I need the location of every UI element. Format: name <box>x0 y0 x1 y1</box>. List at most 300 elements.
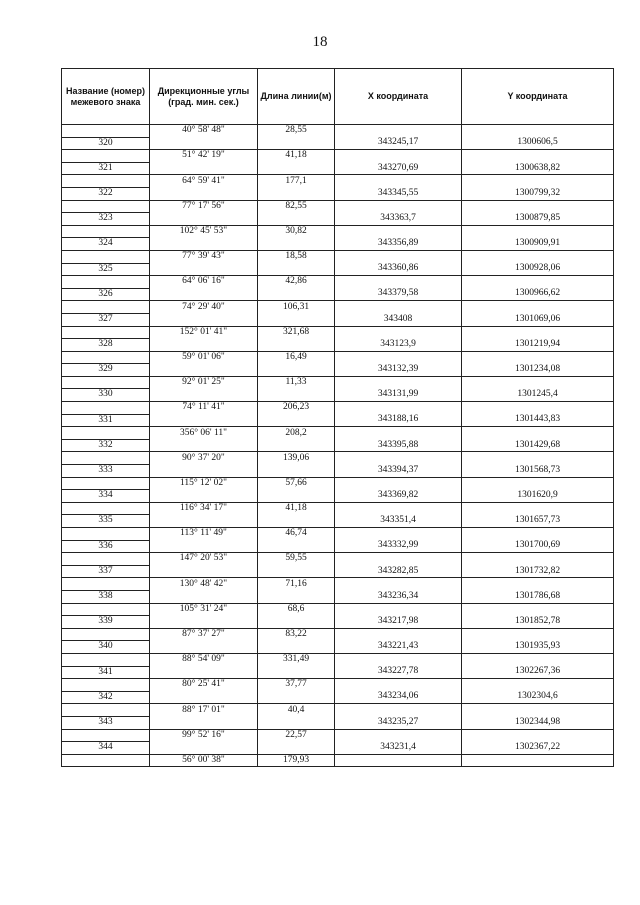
direction-angle-cell: 88° 17' 01" <box>150 704 258 717</box>
y-coordinate-cell: 1301732,82 <box>462 565 614 578</box>
y-coordinate-cell-empty <box>462 351 614 364</box>
direction-angle-cell: 56° 00' 38" <box>150 754 258 767</box>
x-coordinate-cell-empty <box>335 477 462 490</box>
angle-cell-empty <box>150 288 258 301</box>
length-cell-empty <box>258 590 335 603</box>
y-coordinate-cell-empty <box>462 729 614 742</box>
header-direction-angle: Дирекционные углы (град. мин. сек.) <box>150 69 258 125</box>
mark-name-cell-empty <box>62 225 150 238</box>
x-coordinate-cell-empty <box>335 628 462 641</box>
x-coordinate-cell: 343245,17 <box>335 137 462 150</box>
line-length-cell: 11,33 <box>258 376 335 389</box>
table-row-boundary-mark <box>62 716 614 729</box>
direction-angle-cell: 87° 37' 27" <box>150 628 258 641</box>
y-coordinate-cell: 1302344,98 <box>462 716 614 729</box>
table-row-line-segment <box>62 528 614 541</box>
length-cell-empty <box>258 742 335 755</box>
y-coordinate-cell: 1301657,73 <box>462 515 614 528</box>
mark-name-cell-empty <box>62 528 150 541</box>
mark-name-cell-empty <box>62 502 150 515</box>
x-coordinate-cell-empty <box>335 679 462 692</box>
y-coordinate-cell: 1300606,5 <box>462 137 614 150</box>
y-coordinate-cell: 1300638,82 <box>462 162 614 175</box>
y-coordinate-cell-empty <box>462 528 614 541</box>
angle-cell-empty <box>150 339 258 352</box>
direction-angle-cell: 116° 34' 17" <box>150 502 258 515</box>
boundary-marks-table <box>61 68 614 767</box>
y-coordinate-cell-empty <box>462 477 614 490</box>
mark-name-cell-empty <box>62 150 150 163</box>
mark-name-cell: 322 <box>62 187 150 200</box>
y-coordinate-cell-empty <box>462 502 614 515</box>
x-coordinate-cell: 343369,82 <box>335 490 462 503</box>
table-row-boundary-mark <box>62 313 614 326</box>
y-coordinate-cell: 1301443,83 <box>462 414 614 427</box>
length-cell-empty <box>258 313 335 326</box>
mark-name-cell: 342 <box>62 691 150 704</box>
table-row-boundary-mark <box>62 414 614 427</box>
y-coordinate-cell-empty <box>462 628 614 641</box>
mark-name-cell-empty <box>62 125 150 138</box>
angle-cell-empty <box>150 590 258 603</box>
line-length-cell: 41,18 <box>258 502 335 515</box>
header-x-coordinate: X координата <box>335 69 462 125</box>
direction-angle-cell: 74° 29' 40" <box>150 301 258 314</box>
y-coordinate-cell-empty <box>462 250 614 263</box>
table-row-boundary-mark <box>62 187 614 200</box>
table-row-line-segment <box>62 679 614 692</box>
table-row-boundary-mark <box>62 389 614 402</box>
line-length-cell: 59,55 <box>258 553 335 566</box>
line-length-cell: 68,6 <box>258 603 335 616</box>
y-coordinate-cell-empty <box>462 754 614 767</box>
direction-angle-cell: 92° 01' 25" <box>150 376 258 389</box>
mark-name-cell-empty <box>62 578 150 591</box>
direction-angle-cell: 40° 58' 48" <box>150 125 258 138</box>
y-coordinate-cell: 1301429,68 <box>462 439 614 452</box>
table-row-boundary-mark <box>62 439 614 452</box>
mark-name-cell-empty <box>62 276 150 289</box>
mark-name-cell: 335 <box>62 515 150 528</box>
table-row-boundary-mark <box>62 515 614 528</box>
line-length-cell: 83,22 <box>258 628 335 641</box>
angle-cell-empty <box>150 439 258 452</box>
mark-name-cell: 341 <box>62 666 150 679</box>
x-coordinate-cell-empty <box>335 729 462 742</box>
y-coordinate-cell: 1302367,22 <box>462 742 614 755</box>
table-row-line-segment <box>62 376 614 389</box>
y-coordinate-cell-empty <box>462 301 614 314</box>
table-row-boundary-mark <box>62 288 614 301</box>
header-line-length: Длина линии(м) <box>258 69 335 125</box>
mark-name-cell: 324 <box>62 238 150 251</box>
y-coordinate-cell-empty <box>462 125 614 138</box>
x-coordinate-cell: 343227,78 <box>335 666 462 679</box>
table-row-boundary-mark <box>62 238 614 251</box>
angle-cell-empty <box>150 716 258 729</box>
table-row-line-segment <box>62 603 614 616</box>
x-coordinate-cell: 343235,27 <box>335 716 462 729</box>
mark-name-cell-empty <box>62 326 150 339</box>
line-length-cell: 46,74 <box>258 528 335 541</box>
x-coordinate-cell-empty <box>335 603 462 616</box>
direction-angle-cell: 130° 48' 42" <box>150 578 258 591</box>
x-coordinate-cell: 343394,37 <box>335 465 462 478</box>
mark-name-cell-empty <box>62 477 150 490</box>
mark-name-cell-empty <box>62 603 150 616</box>
direction-angle-cell: 356° 06' 11" <box>150 427 258 440</box>
line-length-cell: 177,1 <box>258 175 335 188</box>
table-row-line-segment <box>62 276 614 289</box>
line-length-cell: 321,68 <box>258 326 335 339</box>
angle-cell-empty <box>150 691 258 704</box>
table-row-line-segment <box>62 175 614 188</box>
line-length-cell: 37,77 <box>258 679 335 692</box>
mark-name-cell: 334 <box>62 490 150 503</box>
mark-name-cell-empty <box>62 250 150 263</box>
header-y-coordinate: Y координата <box>462 69 614 125</box>
x-coordinate-cell-empty <box>335 225 462 238</box>
table-row-line-segment <box>62 553 614 566</box>
y-coordinate-cell-empty <box>462 150 614 163</box>
table-row-line-segment <box>62 200 614 213</box>
table-row-line-segment <box>62 351 614 364</box>
angle-cell-empty <box>150 414 258 427</box>
line-length-cell: 206,23 <box>258 402 335 415</box>
x-coordinate-cell: 343188,16 <box>335 414 462 427</box>
direction-angle-cell: 90° 37' 20" <box>150 452 258 465</box>
mark-name-cell-empty <box>62 679 150 692</box>
x-coordinate-cell-empty <box>335 502 462 515</box>
x-coordinate-cell-empty <box>335 452 462 465</box>
x-coordinate-cell: 343408 <box>335 313 462 326</box>
x-coordinate-cell-empty <box>335 653 462 666</box>
direction-angle-cell: 77° 17' 56" <box>150 200 258 213</box>
mark-name-cell: 323 <box>62 213 150 226</box>
y-coordinate-cell-empty <box>462 679 614 692</box>
length-cell-empty <box>258 565 335 578</box>
table-row-boundary-mark <box>62 590 614 603</box>
y-coordinate-cell-empty <box>462 452 614 465</box>
x-coordinate-cell: 343217,98 <box>335 616 462 629</box>
table-row-line-segment <box>62 150 614 163</box>
y-coordinate-cell-empty <box>462 704 614 717</box>
direction-angle-cell: 88° 54' 09" <box>150 653 258 666</box>
x-coordinate-cell: 343379,58 <box>335 288 462 301</box>
table-row-boundary-mark <box>62 691 614 704</box>
line-length-cell: 22,57 <box>258 729 335 742</box>
length-cell-empty <box>258 187 335 200</box>
length-cell-empty <box>258 137 335 150</box>
mark-name-cell-empty <box>62 376 150 389</box>
y-coordinate-cell-empty <box>462 427 614 440</box>
line-length-cell: 71,16 <box>258 578 335 591</box>
x-coordinate-cell: 343360,86 <box>335 263 462 276</box>
table-row-line-segment <box>62 653 614 666</box>
line-length-cell: 18,58 <box>258 250 335 263</box>
x-coordinate-cell-empty <box>335 528 462 541</box>
table-row-line-segment <box>62 326 614 339</box>
length-cell-empty <box>258 389 335 402</box>
x-coordinate-cell-empty <box>335 326 462 339</box>
y-coordinate-cell-empty <box>462 578 614 591</box>
table-row-line-segment <box>62 704 614 717</box>
table-row-boundary-mark <box>62 540 614 553</box>
table-row-boundary-mark <box>62 137 614 150</box>
y-coordinate-cell: 1300966,62 <box>462 288 614 301</box>
line-length-cell: 28,55 <box>258 125 335 138</box>
angle-cell-empty <box>150 187 258 200</box>
mark-name-cell: 332 <box>62 439 150 452</box>
mark-name-cell-empty <box>62 653 150 666</box>
table-row-line-segment <box>62 301 614 314</box>
table-row-boundary-mark <box>62 742 614 755</box>
y-coordinate-cell-empty <box>462 603 614 616</box>
x-coordinate-cell: 343234,06 <box>335 691 462 704</box>
angle-cell-empty <box>150 490 258 503</box>
length-cell-empty <box>258 414 335 427</box>
y-coordinate-cell: 1300879,85 <box>462 213 614 226</box>
mark-name-cell-empty <box>62 628 150 641</box>
x-coordinate-cell: 343351,4 <box>335 515 462 528</box>
header-mark-name: Название (номер) межевого знака <box>62 69 150 125</box>
line-length-cell: 42,86 <box>258 276 335 289</box>
y-coordinate-cell: 1301234,08 <box>462 364 614 377</box>
angle-cell-empty <box>150 616 258 629</box>
y-coordinate-cell-empty <box>462 402 614 415</box>
mark-name-cell: 326 <box>62 288 150 301</box>
direction-angle-cell: 77° 39' 43" <box>150 250 258 263</box>
angle-cell-empty <box>150 137 258 150</box>
direction-angle-cell: 99° 52' 16" <box>150 729 258 742</box>
mark-name-cell: 330 <box>62 389 150 402</box>
length-cell-empty <box>258 666 335 679</box>
length-cell-empty <box>258 716 335 729</box>
table-row-line-segment <box>62 477 614 490</box>
line-length-cell: 57,66 <box>258 477 335 490</box>
mark-name-cell-empty <box>62 200 150 213</box>
y-coordinate-cell: 1300909,91 <box>462 238 614 251</box>
x-coordinate-cell: 343221,43 <box>335 641 462 654</box>
x-coordinate-cell: 343395,88 <box>335 439 462 452</box>
y-coordinate-cell: 1300799,32 <box>462 187 614 200</box>
direction-angle-cell: 105° 31' 24" <box>150 603 258 616</box>
angle-cell-empty <box>150 742 258 755</box>
mark-name-cell: 344 <box>62 742 150 755</box>
mark-name-cell: 338 <box>62 590 150 603</box>
length-cell-empty <box>258 641 335 654</box>
mark-name-cell: 337 <box>62 565 150 578</box>
x-coordinate-cell: 343356,89 <box>335 238 462 251</box>
mark-name-cell-empty <box>62 704 150 717</box>
y-coordinate-cell: 1301219,94 <box>462 339 614 352</box>
x-coordinate-cell: 343345,55 <box>335 187 462 200</box>
length-cell-empty <box>258 616 335 629</box>
angle-cell-empty <box>150 515 258 528</box>
table-row-boundary-mark <box>62 641 614 654</box>
length-cell-empty <box>258 540 335 553</box>
line-length-cell: 139,06 <box>258 452 335 465</box>
direction-angle-cell: 115° 12' 02" <box>150 477 258 490</box>
x-coordinate-cell-empty <box>335 125 462 138</box>
length-cell-empty <box>258 364 335 377</box>
angle-cell-empty <box>150 263 258 276</box>
y-coordinate-cell-empty <box>462 326 614 339</box>
x-coordinate-cell: 343123,9 <box>335 339 462 352</box>
line-length-cell: 30,82 <box>258 225 335 238</box>
y-coordinate-cell: 1301245,4 <box>462 389 614 402</box>
y-coordinate-cell: 1302304,6 <box>462 691 614 704</box>
angle-cell-empty <box>150 641 258 654</box>
line-length-cell: 106,31 <box>258 301 335 314</box>
x-coordinate-cell: 343132,39 <box>335 364 462 377</box>
mark-name-cell-empty <box>62 427 150 440</box>
length-cell-empty <box>258 439 335 452</box>
table-row-line-segment <box>62 125 614 138</box>
page-number: 18 <box>312 34 328 50</box>
y-coordinate-cell: 1301852,78 <box>462 616 614 629</box>
direction-angle-cell: 152° 01' 41" <box>150 326 258 339</box>
table-row-line-segment <box>62 452 614 465</box>
x-coordinate-cell-empty <box>335 250 462 263</box>
direction-angle-cell: 102° 45' 53" <box>150 225 258 238</box>
table-row-boundary-mark <box>62 339 614 352</box>
line-length-cell: 208,2 <box>258 427 335 440</box>
angle-cell-empty <box>150 213 258 226</box>
line-length-cell: 179,93 <box>258 754 335 767</box>
x-coordinate-cell: 343270,69 <box>335 162 462 175</box>
y-coordinate-cell-empty <box>462 175 614 188</box>
direction-angle-cell: 80° 25' 41" <box>150 679 258 692</box>
y-coordinate-cell-empty <box>462 653 614 666</box>
mark-name-cell: 343 <box>62 716 150 729</box>
x-coordinate-cell-empty <box>335 553 462 566</box>
length-cell-empty <box>258 288 335 301</box>
mark-name-cell-empty <box>62 301 150 314</box>
x-coordinate-cell-empty <box>335 754 462 767</box>
mark-name-cell-empty <box>62 754 150 767</box>
mark-name-cell: 339 <box>62 616 150 629</box>
mark-name-cell-empty <box>62 351 150 364</box>
mark-name-cell: 327 <box>62 313 150 326</box>
y-coordinate-cell-empty <box>462 553 614 566</box>
line-length-cell: 82,55 <box>258 200 335 213</box>
length-cell-empty <box>258 490 335 503</box>
x-coordinate-cell: 343236,34 <box>335 590 462 603</box>
mark-name-cell-empty <box>62 452 150 465</box>
x-coordinate-cell-empty <box>335 578 462 591</box>
angle-cell-empty <box>150 313 258 326</box>
x-coordinate-cell-empty <box>335 427 462 440</box>
x-coordinate-cell-empty <box>335 175 462 188</box>
mark-name-cell: 320 <box>62 137 150 150</box>
table-row-boundary-mark <box>62 364 614 377</box>
y-coordinate-cell-empty <box>462 200 614 213</box>
direction-angle-cell: 51° 42' 19" <box>150 150 258 163</box>
line-length-cell: 41,18 <box>258 150 335 163</box>
mark-name-cell: 329 <box>62 364 150 377</box>
table-row-line-segment <box>62 402 614 415</box>
table-row-line-segment <box>62 754 614 767</box>
x-coordinate-cell: 343332,99 <box>335 540 462 553</box>
mark-name-cell: 331 <box>62 414 150 427</box>
x-coordinate-cell: 343282,85 <box>335 565 462 578</box>
length-cell-empty <box>258 213 335 226</box>
angle-cell-empty <box>150 238 258 251</box>
table-row-line-segment <box>62 225 614 238</box>
table-header <box>62 69 614 125</box>
y-coordinate-cell: 1301069,06 <box>462 313 614 326</box>
y-coordinate-cell: 1300928,06 <box>462 263 614 276</box>
table-row-line-segment <box>62 502 614 515</box>
mark-name-cell-empty <box>62 175 150 188</box>
mark-name-cell-empty <box>62 402 150 415</box>
table-row-boundary-mark <box>62 565 614 578</box>
mark-name-cell: 333 <box>62 465 150 478</box>
direction-angle-cell: 64° 59' 41" <box>150 175 258 188</box>
direction-angle-cell: 113° 11' 49" <box>150 528 258 541</box>
x-coordinate-cell-empty <box>335 301 462 314</box>
x-coordinate-cell: 343131,99 <box>335 389 462 402</box>
direction-angle-cell: 59° 01' 06" <box>150 351 258 364</box>
mark-name-cell: 336 <box>62 540 150 553</box>
length-cell-empty <box>258 515 335 528</box>
mark-name-cell: 328 <box>62 339 150 352</box>
length-cell-empty <box>258 465 335 478</box>
y-coordinate-cell: 1301786,68 <box>462 590 614 603</box>
x-coordinate-cell-empty <box>335 200 462 213</box>
mark-name-cell: 321 <box>62 162 150 175</box>
line-length-cell: 331,49 <box>258 653 335 666</box>
x-coordinate-cell-empty <box>335 402 462 415</box>
mark-name-cell-empty <box>62 729 150 742</box>
mark-name-cell: 340 <box>62 641 150 654</box>
table-row-line-segment <box>62 628 614 641</box>
length-cell-empty <box>258 263 335 276</box>
table-row-boundary-mark <box>62 490 614 503</box>
x-coordinate-cell-empty <box>335 351 462 364</box>
x-coordinate-cell-empty <box>335 704 462 717</box>
x-coordinate-cell-empty <box>335 376 462 389</box>
table-row-boundary-mark <box>62 263 614 276</box>
direction-angle-cell: 147° 20' 53" <box>150 553 258 566</box>
angle-cell-empty <box>150 465 258 478</box>
angle-cell-empty <box>150 162 258 175</box>
table-row-boundary-mark <box>62 616 614 629</box>
angle-cell-empty <box>150 565 258 578</box>
y-coordinate-cell: 1301700,69 <box>462 540 614 553</box>
table-body <box>62 125 614 767</box>
x-coordinate-cell-empty <box>335 150 462 163</box>
y-coordinate-cell: 1301568,73 <box>462 465 614 478</box>
y-coordinate-cell-empty <box>462 376 614 389</box>
angle-cell-empty <box>150 540 258 553</box>
line-length-cell: 16,49 <box>258 351 335 364</box>
direction-angle-cell: 64° 06' 16" <box>150 276 258 289</box>
direction-angle-cell: 74° 11' 41" <box>150 402 258 415</box>
x-coordinate-cell: 343231,4 <box>335 742 462 755</box>
table-row-line-segment <box>62 578 614 591</box>
length-cell-empty <box>258 162 335 175</box>
x-coordinate-cell-empty <box>335 276 462 289</box>
y-coordinate-cell-empty <box>462 225 614 238</box>
x-coordinate-cell: 343363,7 <box>335 213 462 226</box>
table-row-line-segment <box>62 427 614 440</box>
table-row-boundary-mark <box>62 465 614 478</box>
table-row-line-segment <box>62 250 614 263</box>
mark-name-cell: 325 <box>62 263 150 276</box>
y-coordinate-cell-empty <box>462 276 614 289</box>
